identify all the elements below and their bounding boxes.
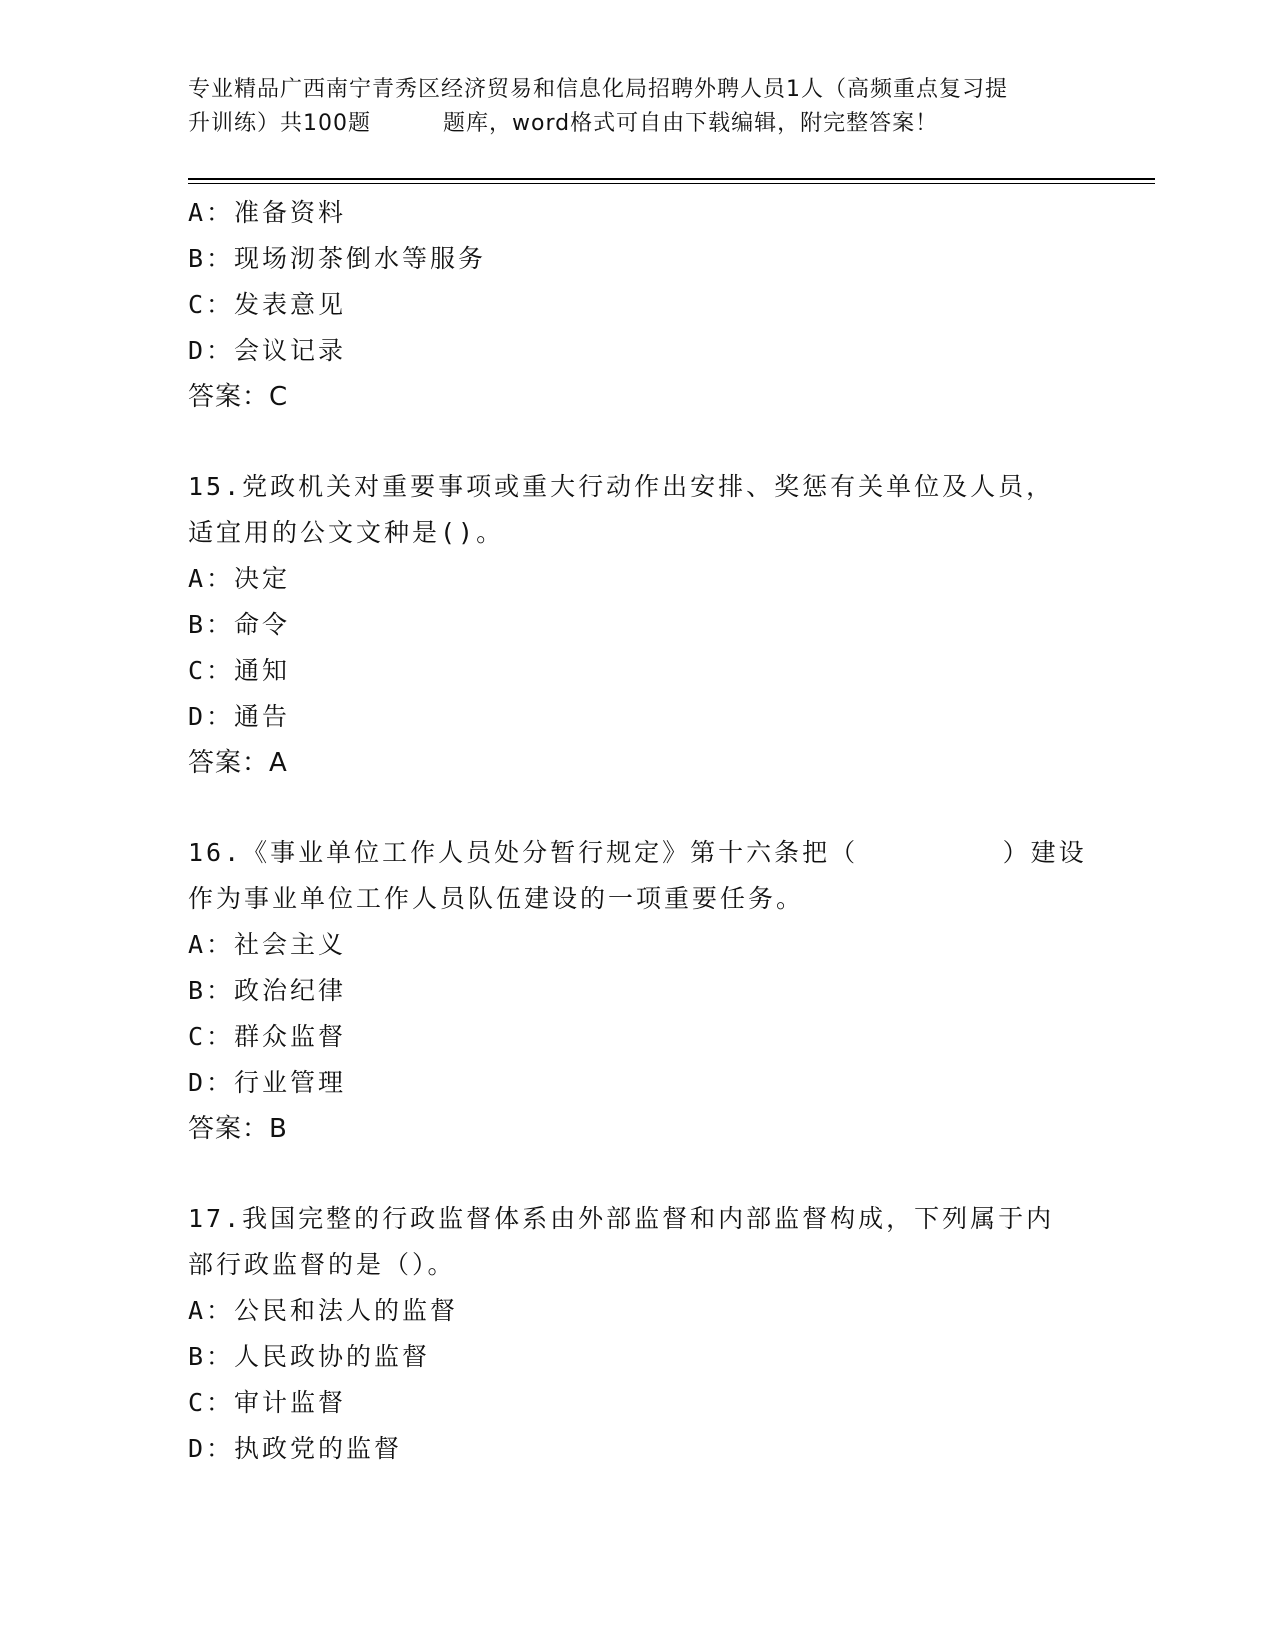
option-d: D：行业管理 [188,1068,347,1097]
question-title-line-1: 16.《事业单位工作人员处分暂行规定》第十六条把（ ）建设 [188,838,1087,867]
option-b: B：命令 [188,610,291,639]
option-b: B：现场沏茶倒水等服务 [188,244,487,273]
header-rule-thick [188,178,1155,180]
question-title-line-1: 17.我国完整的行政监督体系由外部监督和内部监督构成，下列属于内 [188,1204,1055,1233]
question-16 [188,830,1088,1152]
header-title-part-1: 升训练）共100题 [188,111,371,136]
header-title-line-1: 专业精品广西南宁青秀区经济贸易和信息化局招聘外聘人员1人（高频重点复习提 [188,77,1008,102]
option-d: D：执政党的监督 [188,1434,403,1463]
header-title-line-2 [188,107,1088,141]
answer-line: 答案：B [188,1114,288,1144]
question-title-line-2: 适宜用的公文文种是()。 [188,518,505,547]
question-title-line-1: 15.党政机关对重要事项或重大行动作出安排、奖惩有关单位及人员， [188,472,1055,501]
question-17 [188,1196,1088,1472]
option-b: B：人民政协的监督 [188,1342,431,1371]
option-a: A：社会主义 [188,930,347,959]
question-title-line-2: 部行政监督的是（）。 [188,1250,456,1279]
option-d: D：通告 [188,702,291,731]
option-c: C：通知 [188,656,291,685]
option-c: C：审计监督 [188,1388,347,1417]
question-15 [188,464,1088,786]
header-title-part-2: 题库，word格式可自由下载编辑，附完整答案！ [443,111,939,136]
option-a: A：准备资料 [188,198,347,227]
question-14-options [188,190,1088,420]
header-rule-thin [188,183,1155,184]
question-list [188,190,1088,1472]
option-a: A：决定 [188,564,291,593]
answer-line: 答案：C [188,382,289,412]
document-header [188,73,1088,141]
answer-line: 答案：A [188,748,288,778]
option-d: D：会议记录 [188,336,347,365]
option-b: B：政治纪律 [188,976,347,1005]
option-c: C：群众监督 [188,1022,347,1051]
option-c: C：发表意见 [188,290,347,319]
option-a: A：公民和法人的监督 [188,1296,459,1325]
question-title-line-2: 作为事业单位工作人员队伍建设的一项重要任务。 [188,884,805,913]
